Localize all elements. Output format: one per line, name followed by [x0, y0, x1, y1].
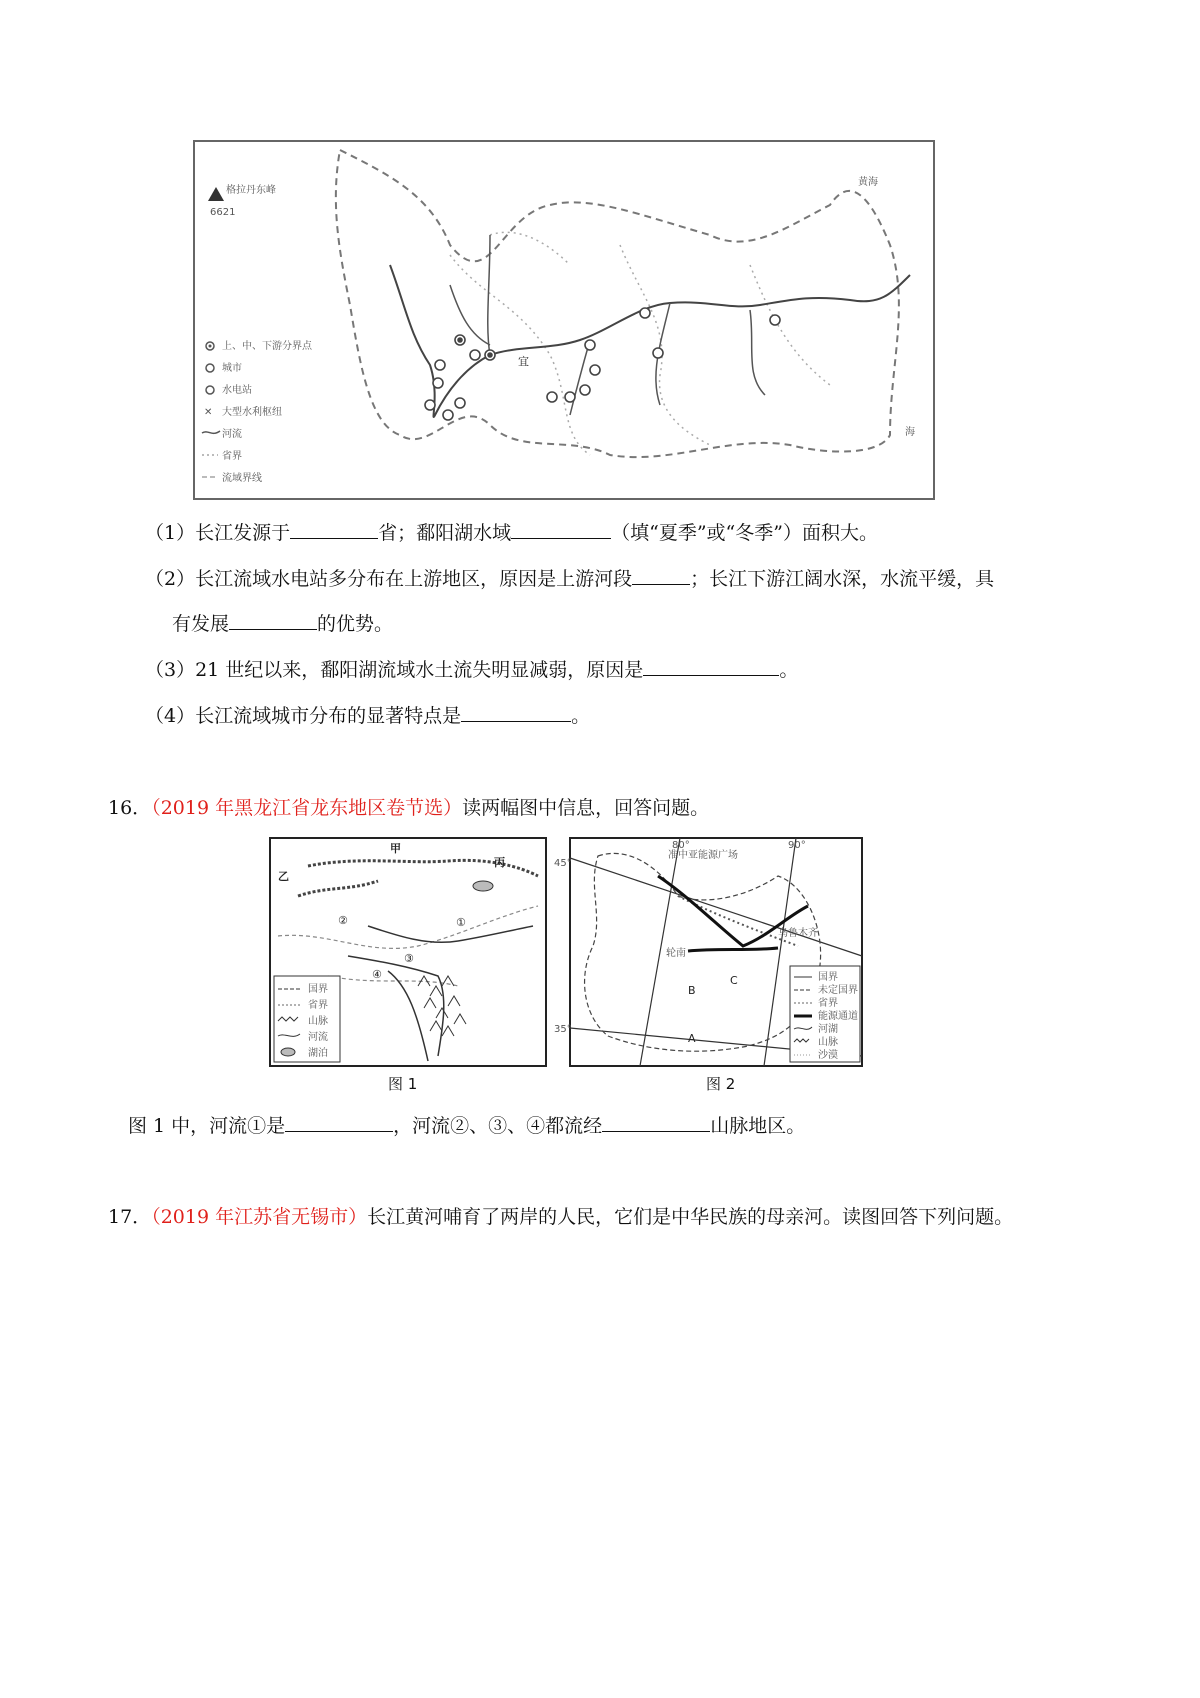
- fig2-label-lon80: 80°: [672, 840, 690, 851]
- q15-p2-text-d: 的优势。: [317, 613, 394, 635]
- fig2-legend-energy: 能源通道: [818, 1011, 858, 1022]
- ocean-label: 海: [905, 427, 915, 438]
- figure-2-svg: [554, 836, 864, 1068]
- q16-answer-text-a: 图 1 中，河流①是: [128, 1115, 286, 1137]
- fig1-legend: [274, 976, 340, 1062]
- q16-header: [108, 795, 709, 821]
- yangtze-map-svg: [190, 135, 940, 505]
- fig1-label-jia: 甲: [390, 842, 401, 855]
- q15-part2-cont: [172, 611, 393, 637]
- figure-1-svg: [268, 836, 548, 1068]
- figure-1-caption: 图 1: [388, 1075, 418, 1093]
- fig2-label-a: A: [688, 1032, 696, 1045]
- fig1-legend-lake: 湖泊: [308, 1048, 328, 1059]
- q17-header: [108, 1204, 1013, 1230]
- sea-label: 黄海: [858, 177, 878, 188]
- fig2-legend-province: 省界: [818, 998, 838, 1009]
- fig1-label-yi: 乙: [278, 870, 289, 883]
- figure-2-map: [554, 836, 864, 1068]
- q15-part3: [145, 657, 798, 683]
- peak-label: 格拉丹东峰: [226, 185, 276, 196]
- q17-source: （2019 年江苏省无锡市）: [151, 1206, 368, 1228]
- q15-part4: [145, 703, 590, 729]
- city-mark-label: 宜: [518, 355, 529, 368]
- fig2-legend-mountain: 山脉: [818, 1037, 838, 1048]
- q16-blank-1[interactable]: [285, 1113, 393, 1132]
- q15-p4-text-a: （4）长江流域城市分布的显著特点是: [145, 705, 462, 727]
- q15-part2: [145, 566, 994, 592]
- q15-p2-text-b: ；长江下游江阔水深，水流平缓，具: [690, 568, 995, 590]
- q15-p3-blank[interactable]: [643, 657, 779, 676]
- q15-p1-text-b: 省；鄱阳湖水域: [378, 522, 512, 544]
- yangtze-basin-map: [190, 135, 940, 505]
- fig1-label-bing: 丙: [494, 856, 505, 869]
- q17-stem: 长江黄河哺育了两岸的人民，它们是中华民族的母亲河。读图回答下列问题。: [367, 1206, 1014, 1228]
- svg-text:✕: ✕: [204, 407, 213, 418]
- fig2-label-urumqi: 乌鲁木齐: [778, 928, 818, 939]
- fig2-label-lat45: 45°: [554, 858, 572, 869]
- q16-stem: 读两幅图中信息，回答问题。: [462, 797, 710, 819]
- q15-p1-blank-2[interactable]: [511, 520, 611, 539]
- fig2-legend-water: 河湖: [818, 1024, 838, 1035]
- fig2-label-energy: 准中亚能源广场: [668, 850, 738, 861]
- fig1-legend-mountain: 山脉: [308, 1016, 328, 1027]
- q16-answer-line: [128, 1113, 805, 1139]
- q15-p2-text-a: （2）长江流域水电站多分布在上游地区，原因是上游河段: [145, 568, 633, 590]
- figure-2-caption: 图 2: [706, 1075, 736, 1093]
- fig2-legend-desert: 沙漠: [818, 1050, 838, 1061]
- fig2-label-lat35: 35°: [554, 1024, 572, 1035]
- q15-part1: [145, 520, 878, 546]
- fig2-label-c: C: [730, 974, 738, 987]
- fig2-label-lunnan: 轮南: [666, 948, 686, 959]
- figure-1-map: [268, 836, 548, 1068]
- legend-river: 河流: [222, 429, 242, 440]
- legend-province-border: 省界: [222, 451, 242, 462]
- legend-basin-boundary: 流域界线: [222, 473, 262, 484]
- fig1-river-4: ④: [372, 968, 382, 981]
- q16-blank-2[interactable]: [602, 1113, 710, 1132]
- q16-answer-text-c: 山脉地区。: [710, 1115, 806, 1137]
- q15-p3-text-a: （3）21 世纪以来，鄱阳湖流域水土流失明显减弱，原因是: [145, 659, 644, 681]
- q15-p1-blank-1[interactable]: [290, 520, 378, 539]
- q15-p4-text-b: 。: [571, 705, 591, 727]
- fig2-legend: [790, 966, 860, 1062]
- q15-p2-blank-2[interactable]: [229, 611, 317, 630]
- fig1-river-3: ③: [404, 952, 414, 965]
- q17-number: 17．: [108, 1206, 152, 1228]
- legend-dam: 大型水利枢纽: [222, 407, 282, 418]
- q15-p1-text-c: （填“夏季”或“冬季”）面积大。: [611, 522, 878, 544]
- fig2-legend-undetermined: 未定国界: [818, 985, 858, 996]
- fig2-label-lon90: 90°: [788, 840, 806, 851]
- fig2-label-b: B: [688, 984, 696, 997]
- q15-p3-text-b: 。: [779, 659, 799, 681]
- q15-p2-text-c: 有发展: [172, 613, 230, 635]
- legend-hydropower: 水电站: [222, 385, 252, 396]
- fig1-river-1: ①: [456, 916, 466, 929]
- fig1-river-2: ②: [338, 914, 348, 927]
- q15-p1-text-a: （1）长江发源于: [145, 522, 291, 544]
- q15-p2-blank-1[interactable]: [632, 566, 690, 585]
- fig1-legend-province: 省界: [308, 1000, 328, 1011]
- q16-number: 16．: [108, 797, 152, 819]
- peak-height: 6621: [210, 207, 236, 218]
- q16-source: （2019 年黑龙江省龙东地区卷节选）: [151, 797, 463, 819]
- q15-p4-blank[interactable]: [461, 703, 571, 722]
- q16-answer-text-b: ，河流②、③、④都流经: [393, 1115, 603, 1137]
- legend-city: 城市: [222, 363, 242, 374]
- fig1-legend-river: 河流: [308, 1032, 328, 1043]
- fig1-legend-border: 国界: [308, 984, 328, 995]
- legend-divide-point: 上、中、下游分界点: [222, 341, 312, 352]
- fig2-legend-border: 国界: [818, 972, 838, 983]
